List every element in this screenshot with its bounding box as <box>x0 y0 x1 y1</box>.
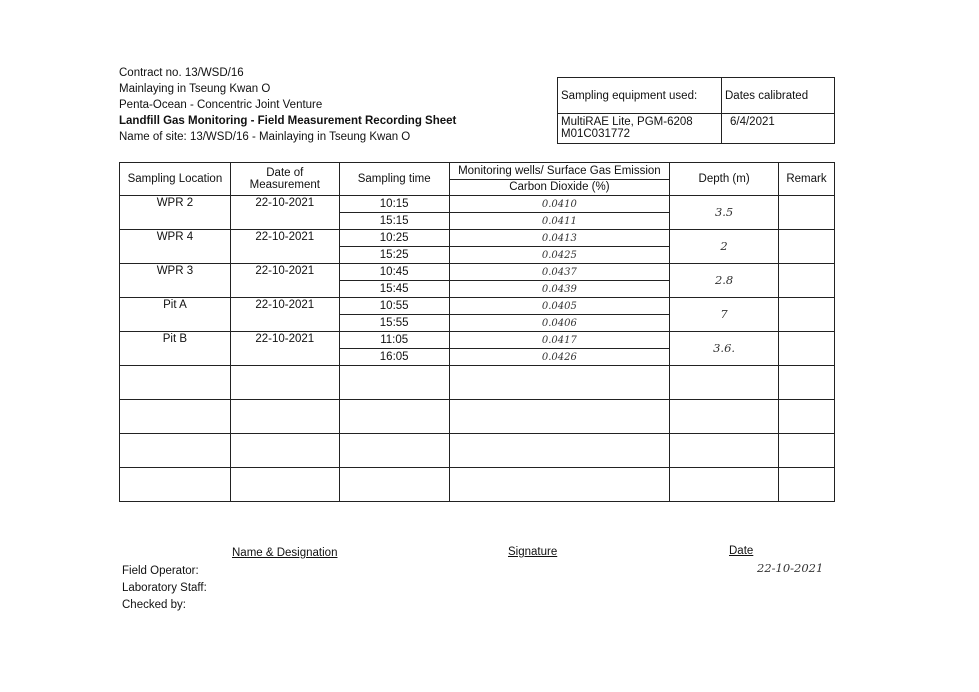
signed-date: 22-10-2021 <box>757 561 824 575</box>
table-row <box>120 264 835 281</box>
table-row <box>120 332 835 349</box>
depth-value: 7 <box>670 298 779 332</box>
sampling-time: 16:05 <box>339 349 449 366</box>
project-name: Mainlaying in Tseung Kwan O <box>119 83 271 95</box>
col-header-location: Sampling Location <box>120 163 231 196</box>
sampling-time: 15:15 <box>339 213 449 230</box>
measurement-date: 22-10-2021 <box>230 196 339 230</box>
co2-value: 0.0439 <box>541 283 577 295</box>
empty-row <box>120 366 835 400</box>
depth-value: 3.5 <box>670 196 779 230</box>
sampling-location: Pit B <box>120 332 231 366</box>
contractor-name: Penta-Ocean - Concentric Joint Venture <box>119 99 323 111</box>
empty-cell <box>670 468 779 502</box>
measurement-date: 22-10-2021 <box>230 264 339 298</box>
sheet-title: Landfill Gas Monitoring - Field Measurement Recording Sheet <box>119 115 457 127</box>
empty-cell <box>670 434 779 468</box>
remark-cell <box>779 230 835 264</box>
empty-cell <box>339 434 449 468</box>
co2-reading <box>449 298 670 315</box>
sampling-time: 10:55 <box>339 298 449 315</box>
equipment-serial: M01C031772 <box>561 128 631 140</box>
depth-value: 2.8 <box>670 264 779 298</box>
empty-cell <box>779 434 835 468</box>
co2-reading <box>449 332 670 349</box>
remark-cell <box>779 298 835 332</box>
laboratory-staff-label: Laboratory Staff: <box>122 582 207 594</box>
empty-cell <box>779 366 835 400</box>
empty-cell <box>779 400 835 434</box>
sampling-time: 15:55 <box>339 315 449 332</box>
measurement-rows <box>120 196 835 502</box>
co2-header: Carbon Dioxide (%) <box>509 180 610 193</box>
monitoring-header: Monitoring wells/ Surface Gas Emission <box>450 164 670 180</box>
contract-number: Contract no. 13/WSD/16 <box>119 67 244 79</box>
checked-by-label: Checked by: <box>122 599 186 611</box>
measurement-table <box>119 162 835 502</box>
co2-reading <box>449 213 670 230</box>
empty-cell <box>670 366 779 400</box>
field-operator-label: Field Operator: <box>122 565 199 577</box>
sampling-time: 11:05 <box>339 332 449 349</box>
sampling-time: 15:25 <box>339 247 449 264</box>
empty-row <box>120 468 835 502</box>
remark-cell <box>779 332 835 366</box>
equipment-cell <box>558 114 722 144</box>
sampling-time: 15:45 <box>339 281 449 298</box>
co2-value: 0.0425 <box>541 249 577 261</box>
col-header-remark: Remark <box>779 163 835 196</box>
co2-reading <box>449 230 670 247</box>
col-header-depth: Depth (m) <box>670 163 779 196</box>
sampling-location: Pit A <box>120 298 231 332</box>
date-label: Date <box>729 545 754 557</box>
table-row <box>120 298 835 315</box>
sampling-time: 10:15 <box>339 196 449 213</box>
table-row <box>120 196 835 213</box>
equipment-header: Sampling equipment used: <box>558 78 722 114</box>
remark-cell <box>779 264 835 298</box>
sampling-time: 10:25 <box>339 230 449 247</box>
empty-cell <box>339 400 449 434</box>
co2-value: 0.0417 <box>541 334 577 346</box>
measurement-date: 22-10-2021 <box>230 298 339 332</box>
empty-cell <box>449 468 670 502</box>
empty-cell <box>230 468 339 502</box>
measurement-date: 22-10-2021 <box>230 332 339 366</box>
co2-value: 0.0411 <box>541 215 577 227</box>
empty-cell <box>779 468 835 502</box>
co2-reading <box>449 264 670 281</box>
calibration-header: Dates calibrated <box>722 78 835 114</box>
co2-value: 0.0413 <box>541 232 577 244</box>
remark-cell <box>779 196 835 230</box>
co2-value: 0.0426 <box>541 351 577 363</box>
co2-value: 0.0406 <box>541 317 577 329</box>
co2-reading <box>449 196 670 213</box>
depth-value: 2 <box>670 230 779 264</box>
empty-cell <box>120 400 231 434</box>
empty-cell <box>120 468 231 502</box>
empty-cell <box>449 366 670 400</box>
sampling-location: WPR 3 <box>120 264 231 298</box>
empty-row <box>120 434 835 468</box>
co2-value: 0.0405 <box>541 300 577 312</box>
empty-cell <box>120 366 231 400</box>
co2-value: 0.0410 <box>541 198 577 210</box>
sampling-location: WPR 4 <box>120 230 231 264</box>
measurement-date: 22-10-2021 <box>230 230 339 264</box>
equipment-table <box>557 77 835 144</box>
co2-value: 0.0437 <box>541 266 577 278</box>
empty-cell <box>120 434 231 468</box>
equipment-model: MultiRAE Lite, PGM-6208 <box>561 116 693 128</box>
empty-cell <box>230 434 339 468</box>
empty-cell <box>670 400 779 434</box>
empty-cell <box>449 400 670 434</box>
empty-cell <box>339 366 449 400</box>
signature-label: Signature <box>508 546 558 558</box>
table-row <box>120 230 835 247</box>
empty-cell <box>449 434 670 468</box>
sampling-time: 10:45 <box>339 264 449 281</box>
site-name: Name of site: 13/WSD/16 - Mainlaying in Tseung Kwan O <box>119 131 411 143</box>
empty-cell <box>230 400 339 434</box>
name-designation-label: Name & Designation <box>232 547 338 559</box>
depth-value: 3.6. <box>670 332 779 366</box>
col-header-date: Date of Measurement <box>230 163 339 196</box>
co2-reading <box>449 315 670 332</box>
calibration-date: 6/4/2021 <box>722 114 835 144</box>
col-header-time: Sampling time <box>339 163 449 196</box>
co2-reading <box>449 247 670 264</box>
empty-row <box>120 400 835 434</box>
sampling-location: WPR 2 <box>120 196 231 230</box>
col-header-monitoring <box>449 163 670 196</box>
co2-reading <box>449 349 670 366</box>
empty-cell <box>230 366 339 400</box>
empty-cell <box>339 468 449 502</box>
co2-reading <box>449 281 670 298</box>
